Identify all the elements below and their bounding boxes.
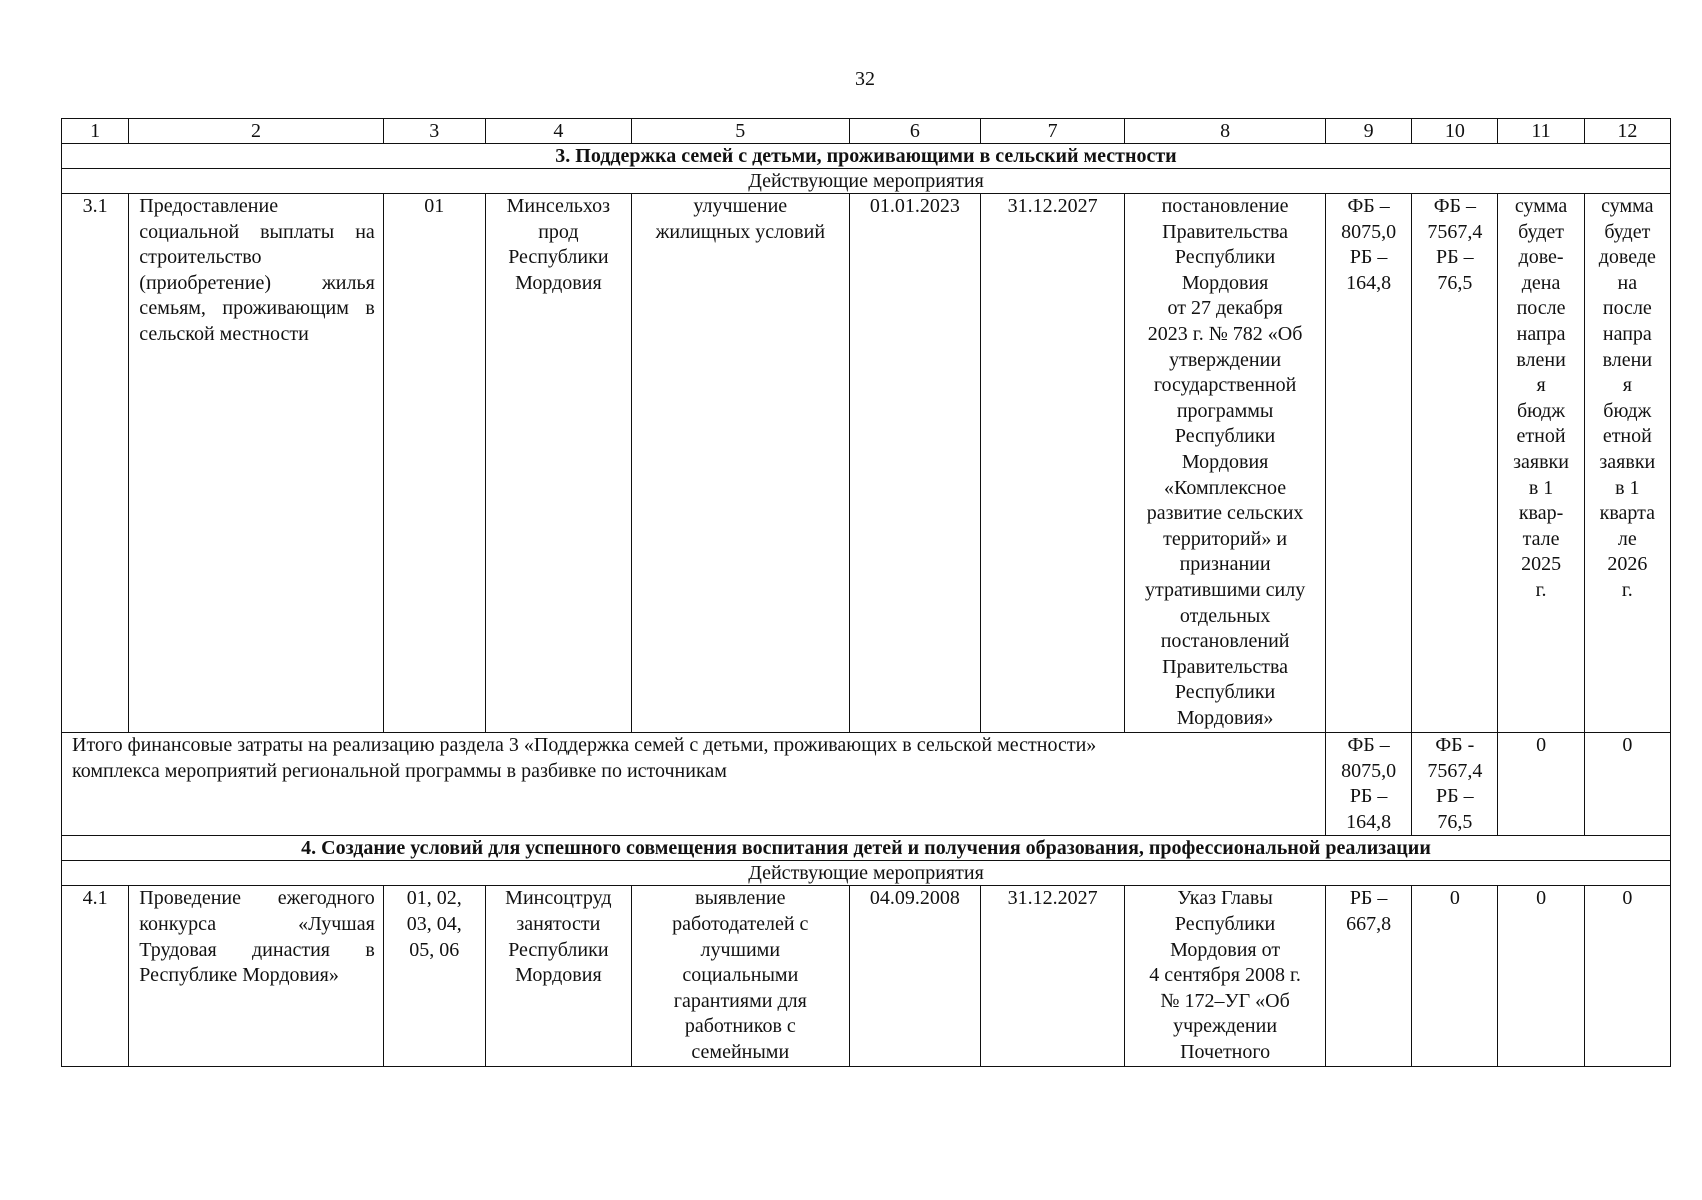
program-table bbox=[61, 118, 1671, 1067]
financing-col10: ФБ – 7567,4 РБ – 76,5 bbox=[1412, 194, 1498, 733]
expected-result: улучшение жилищных условий bbox=[631, 194, 849, 733]
section-3-subheader bbox=[62, 169, 1671, 194]
col-number: 9 bbox=[1326, 119, 1412, 144]
start-date: 04.09.2008 bbox=[849, 886, 980, 1066]
col-number: 3 bbox=[383, 119, 485, 144]
section-4-subheader bbox=[62, 861, 1671, 886]
financing-col12: 0 bbox=[1584, 886, 1670, 1066]
total-label: Итого финансовые затраты на реализацию раздела 3 «Поддержка семей с детьми, проживающих в сельской местности» комплекса мероприятий региональной программы в разбивке по источникам bbox=[62, 733, 1326, 836]
total-col12: 0 bbox=[1584, 733, 1670, 836]
table-row bbox=[62, 194, 1671, 733]
section-title: 4. Создание условий для успешного совмещения воспитания детей и получения образования, профессиональной реализации bbox=[62, 836, 1671, 861]
measure-name: Проведение ежегодного конкурса «Лучшая Трудовая династия в Республике Мордовия» bbox=[129, 886, 383, 1066]
measure-name: Предоставление социальной выплаты на строительство (приобретение) жилья семьям, проживающим в сельской местности bbox=[129, 194, 383, 733]
executor: Минсоцтруд занятости Республики Мордовия bbox=[485, 886, 631, 1066]
col-number: 11 bbox=[1498, 119, 1584, 144]
row-number: 3.1 bbox=[62, 194, 129, 733]
start-date: 01.01.2023 bbox=[849, 194, 980, 733]
total-col9: ФБ – 8075,0 РБ – 164,8 bbox=[1326, 733, 1412, 836]
row-number: 4.1 bbox=[62, 886, 129, 1066]
total-col10: ФБ - 7567,4 РБ – 76,5 bbox=[1412, 733, 1498, 836]
task-code: 01, 02, 03, 04, 05, 06 bbox=[383, 886, 485, 1066]
col-number: 7 bbox=[981, 119, 1125, 144]
col-number: 12 bbox=[1584, 119, 1670, 144]
section-title: 3. Поддержка семей с детьми, проживающими в сельский местности bbox=[62, 144, 1671, 169]
column-number-row bbox=[62, 119, 1671, 144]
financing-col9: РБ – 667,8 bbox=[1326, 886, 1412, 1066]
section-subtitle: Действующие мероприятия bbox=[62, 169, 1671, 194]
financing-col10: 0 bbox=[1412, 886, 1498, 1066]
legal-basis: постановление Правительства Республики Мордовия от 27 декабря 2023 г. № 782 «Об утверждении государственной программы Республики Мордовия «Комплексное развитие сельских территорий» и признании утратившими силу отдельных постановлений Правительства Республики Мордовия» bbox=[1125, 194, 1326, 733]
col-number: 4 bbox=[485, 119, 631, 144]
table-row bbox=[62, 886, 1671, 1066]
section-subtitle: Действующие мероприятия bbox=[62, 861, 1671, 886]
page-number: 32 bbox=[855, 68, 875, 90]
section-3-total-row bbox=[62, 733, 1671, 836]
col-number: 1 bbox=[62, 119, 129, 144]
financing-col11: 0 bbox=[1498, 886, 1584, 1066]
end-date: 31.12.2027 bbox=[981, 194, 1125, 733]
section-3-header bbox=[62, 144, 1671, 169]
financing-col9: ФБ – 8075,0 РБ – 164,8 bbox=[1326, 194, 1412, 733]
col-number: 8 bbox=[1125, 119, 1326, 144]
col-number: 6 bbox=[849, 119, 980, 144]
financing-col11: сумма будет дове- дена после напра влени я бюдж етной заявки в 1 квар- тале 2025 г. bbox=[1498, 194, 1584, 733]
financing-col12: сумма будет доведе на после напра влени я бюдж етной заявки в 1 кварта ле 2026 г. bbox=[1584, 194, 1670, 733]
total-col11: 0 bbox=[1498, 733, 1584, 836]
legal-basis: Указ Главы Республики Мордовия от 4 сентября 2008 г. № 172–УГ «Об учреждении Почетного bbox=[1125, 886, 1326, 1066]
col-number: 10 bbox=[1412, 119, 1498, 144]
col-number: 2 bbox=[129, 119, 383, 144]
executor: Минсельхоз прод Республики Мордовия bbox=[485, 194, 631, 733]
col-number: 5 bbox=[631, 119, 849, 144]
section-4-header bbox=[62, 836, 1671, 861]
expected-result: выявление работодателей с лучшими социальными гарантиями для работников с семейными bbox=[631, 886, 849, 1066]
task-code: 01 bbox=[383, 194, 485, 733]
end-date: 31.12.2027 bbox=[981, 886, 1125, 1066]
